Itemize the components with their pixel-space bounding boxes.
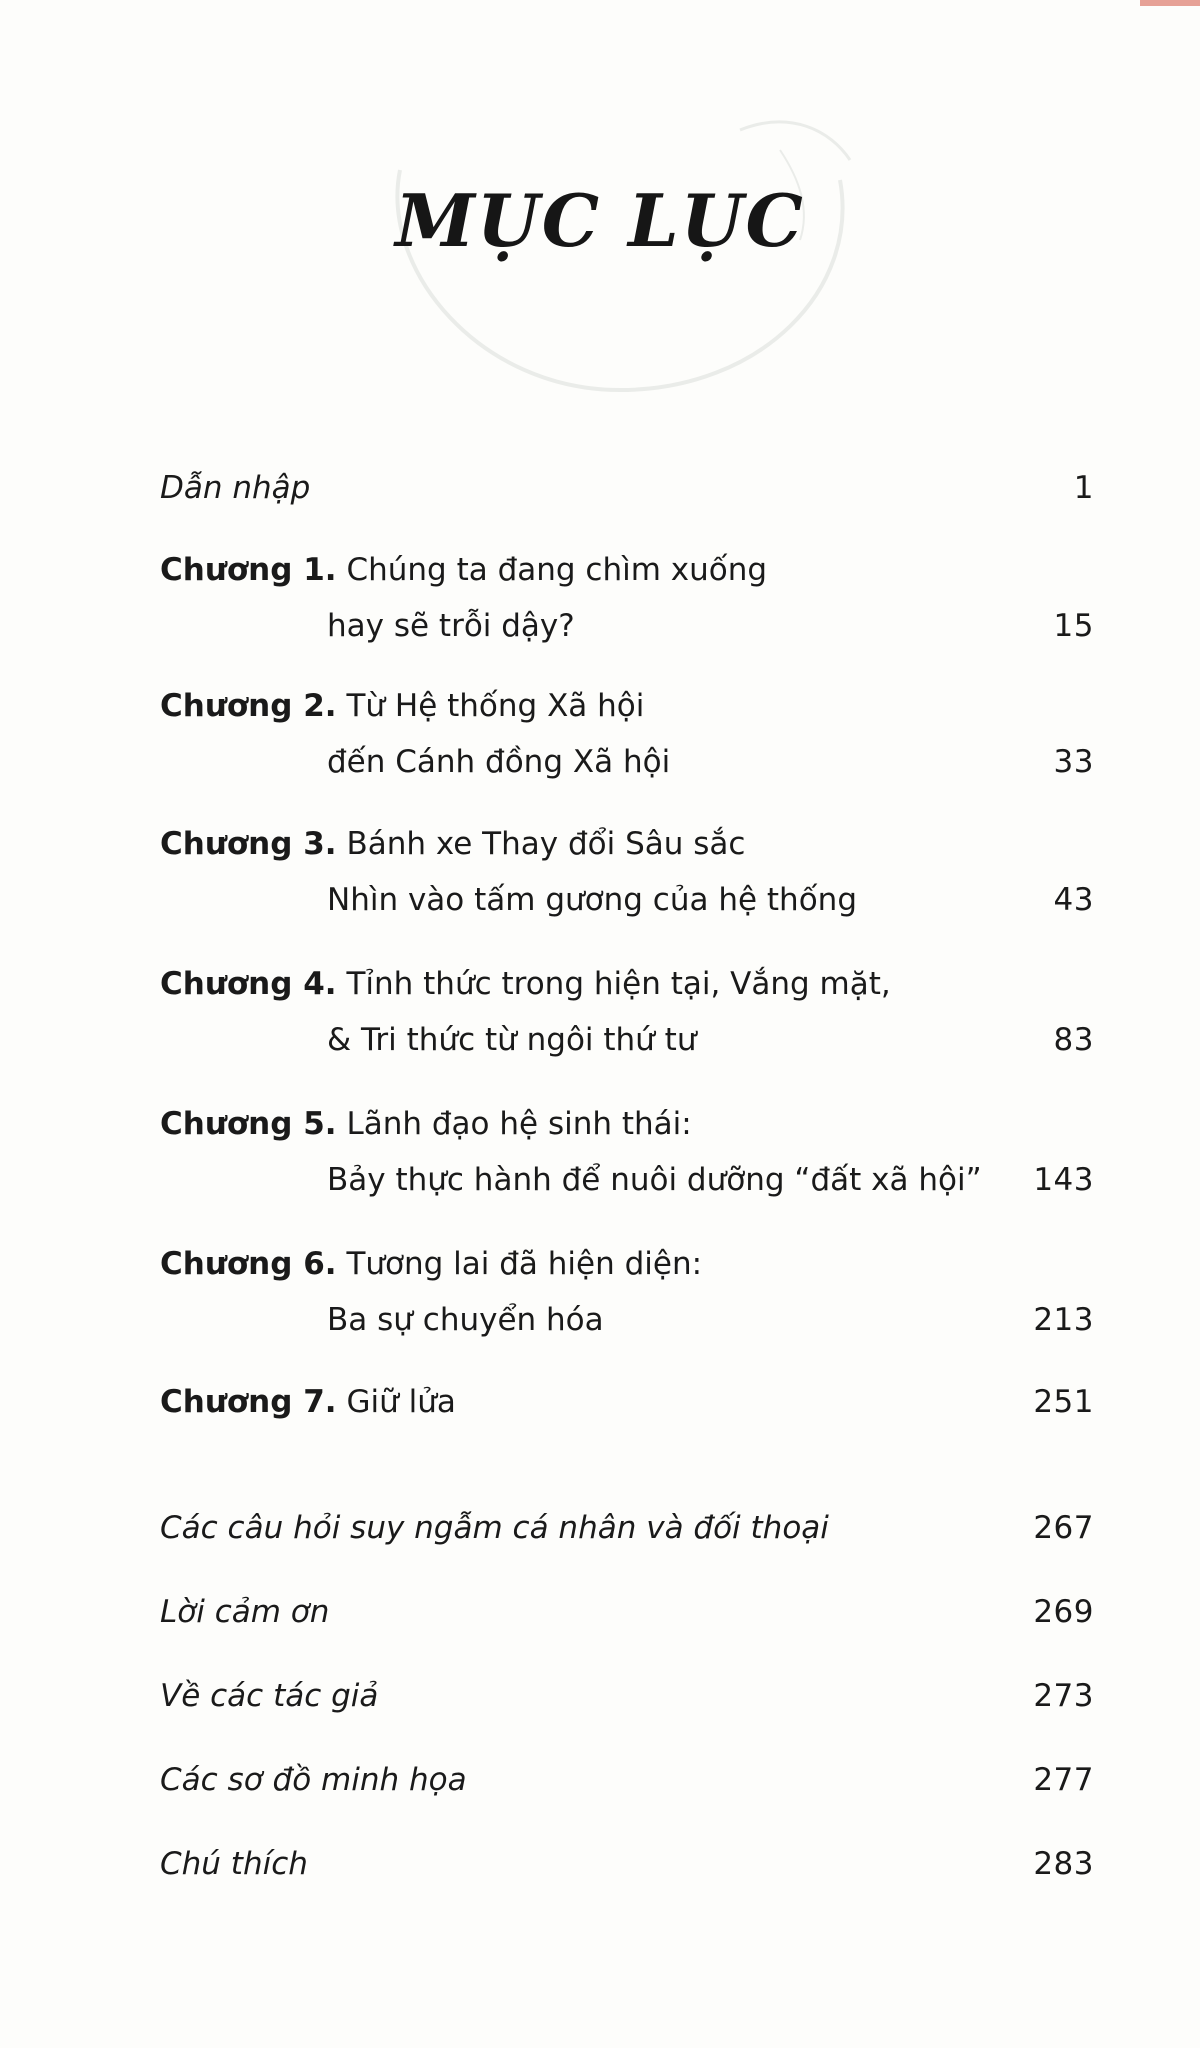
- toc-entry-chapter-7[interactable]: [160, 1374, 1094, 1430]
- chapter-title-line2: đến Cánh đồng Xã hội: [327, 744, 671, 780]
- chapter-title-line2: Ba sự chuyển hóa: [327, 1302, 604, 1338]
- chapter-title-line1: Giữ lửa: [346, 1384, 456, 1420]
- toc-entry-back-matter[interactable]: [160, 1500, 1094, 1556]
- toc-entry-label: Chú thích: [160, 1846, 308, 1882]
- toc-page-number: 269: [1033, 1594, 1094, 1630]
- chapter-title-line1: Lãnh đạo hệ sinh thái:: [346, 1106, 692, 1142]
- toc-entry-chapter-2[interactable]: [160, 678, 1094, 790]
- chapter-title-line2: & Tri thức từ ngôi thứ tư: [327, 1022, 697, 1058]
- chapter-title-line1: Từ Hệ thống Xã hội: [346, 688, 645, 724]
- toc-page-number: 267: [1033, 1510, 1094, 1546]
- toc-entry-chapter-5[interactable]: [160, 1096, 1094, 1208]
- chapter-title-line1: Bánh xe Thay đổi Sâu sắc: [346, 826, 746, 862]
- toc-entry-chapter-6[interactable]: [160, 1236, 1094, 1348]
- chapter-prefix: Chương 1.: [160, 552, 337, 588]
- toc-entry-back-matter[interactable]: [160, 1668, 1094, 1724]
- toc-entry-back-matter[interactable]: [160, 1584, 1094, 1640]
- toc-page-number: 251: [1033, 1384, 1094, 1420]
- chapter-title-line1: Chúng ta đang chìm xuống: [346, 552, 768, 588]
- toc-entry-label: Các câu hỏi suy ngẫm cá nhân và đối thoại: [160, 1510, 829, 1546]
- toc-page-number: 273: [1033, 1678, 1094, 1714]
- chapter-title-line2: Bảy thực hành để nuôi dưỡng “đất xã hội”: [327, 1162, 982, 1198]
- toc-entry-chapter-1[interactable]: [160, 542, 1094, 654]
- toc-entry-chapter-3[interactable]: [160, 816, 1094, 928]
- toc-entry-back-matter[interactable]: [160, 1752, 1094, 1808]
- toc-entry-label: Về các tác giả: [160, 1678, 379, 1714]
- toc-entry-chapter-4[interactable]: [160, 956, 1094, 1068]
- chapter-prefix: Chương 3.: [160, 826, 337, 862]
- chapter-prefix: Chương 4.: [160, 966, 337, 1002]
- toc-page-number: 283: [1033, 1846, 1094, 1882]
- chapter-prefix: Chương 7.: [160, 1384, 337, 1420]
- chapter-prefix: Chương 5.: [160, 1106, 337, 1142]
- toc-page-number: 277: [1033, 1762, 1094, 1798]
- chapter-title-line2: Nhìn vào tấm gương của hệ thống: [327, 882, 857, 918]
- toc-page-number: 143: [1033, 1162, 1094, 1198]
- toc-entry-label: Các sơ đồ minh họa: [160, 1762, 467, 1798]
- toc-page-number: 43: [1053, 882, 1094, 918]
- toc-page-number: 15: [1053, 608, 1094, 644]
- chapter-title-line1: Tỉnh thức trong hiện tại, Vắng mặt,: [346, 966, 891, 1002]
- toc-page-number: 213: [1033, 1302, 1094, 1338]
- page-edge-mark: [1140, 0, 1200, 6]
- chapter-title-line2: hay sẽ trỗi dậy?: [327, 608, 575, 644]
- page-title: MỤC LỤC: [395, 178, 805, 263]
- toc-entry-label: Dẫn nhập: [160, 470, 311, 506]
- toc-entry-back-matter[interactable]: [160, 1836, 1094, 1892]
- toc-page-number: 33: [1053, 744, 1094, 780]
- chapter-prefix: Chương 2.: [160, 688, 337, 724]
- chapter-prefix: Chương 6.: [160, 1246, 337, 1282]
- toc-page-number: 83: [1053, 1022, 1094, 1058]
- toc-entry-intro[interactable]: [160, 460, 1094, 516]
- chapter-title-line1: Tương lai đã hiện diện:: [346, 1246, 703, 1282]
- toc-entry-label: Lời cảm ơn: [160, 1594, 330, 1630]
- toc-page-number: 1: [1073, 470, 1094, 506]
